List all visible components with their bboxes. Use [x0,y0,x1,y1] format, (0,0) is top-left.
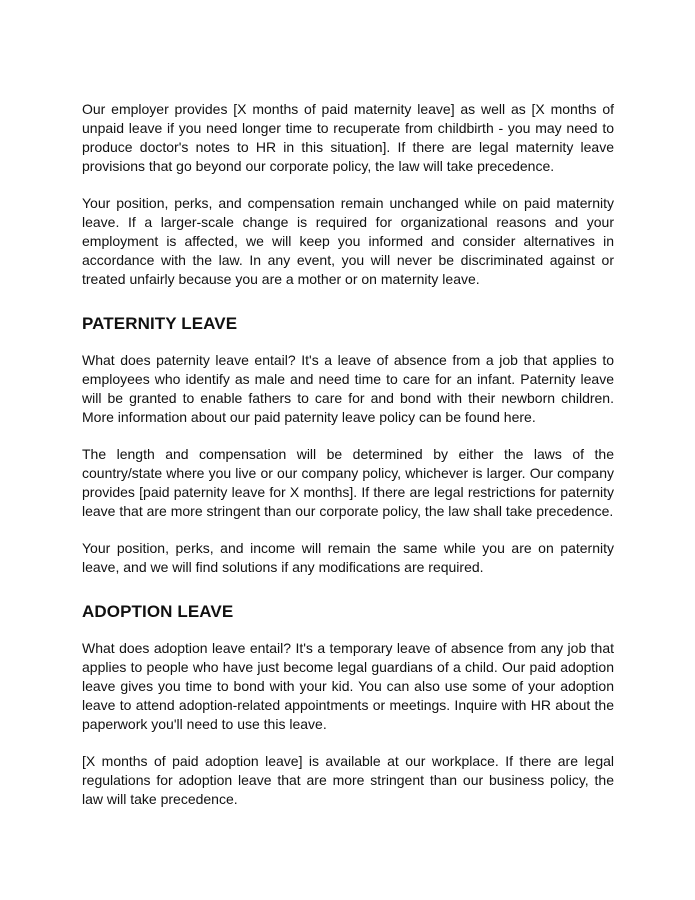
paternity-paragraph-2: The length and compensation will be determined by either the laws of the country/state where you live or our company policy, whichever is larger. Our company provides [paid paternity leave for X months]. If there are legal restrictions for paternity leave that are more stringent than our corporate policy, the law shall take precedence. [82,446,614,519]
paternity-paragraph-1: What does paternity leave entail? It's a leave of absence from a job that applies to employees who identify as male and need time to care for an infant. Paternity leave will be granted to enable fathers to care for and bond with their newborn children. More information about our paid paternity leave policy can be found here. [82,352,614,425]
adoption-paragraph-2: [X months of paid adoption leave] is available at our workplace. If there are legal regulations for adoption leave that are more stringent than our business policy, the law will take precedence. [82,753,614,807]
maternity-paragraph-1: Our employer provides [X months of paid maternity leave] as well as [X months of unpaid leave if you need longer time to recuperate from childbirth - you may need to produce doctor's notes to HR in this situation]. If there are legal maternity leave provisions that go beyond our corporate policy, the law will take precedence. [82,101,614,174]
document-page [82,100,614,827]
paternity-paragraph-3: Your position, perks, and income will remain the same while you are on paternity leave, and we will find solutions if any modifications are required. [82,540,614,575]
adoption-leave-heading: ADOPTION LEAVE [82,602,234,621]
maternity-paragraph-2: Your position, perks, and compensation remain unchanged while on paid maternity leave. If a larger-scale change is required for organizational reasons and your employment is affected, we will keep you informed and consider alternatives in accordance with the law. In any event, you will never be discriminated against or treated unfairly because you are a mother or on maternity leave. [82,195,614,287]
paternity-leave-heading: PATERNITY LEAVE [82,314,238,333]
adoption-paragraph-1: What does adoption leave entail? It's a temporary leave of absence from any job that applies to people who have just become legal guardians of a child. Our paid adoption leave gives you time to bond with your kid. You can also use some of your adoption leave to attend adoption-related appointments or meetings. Inquire with HR about the paperwork you'll need to use this leave. [82,640,614,732]
